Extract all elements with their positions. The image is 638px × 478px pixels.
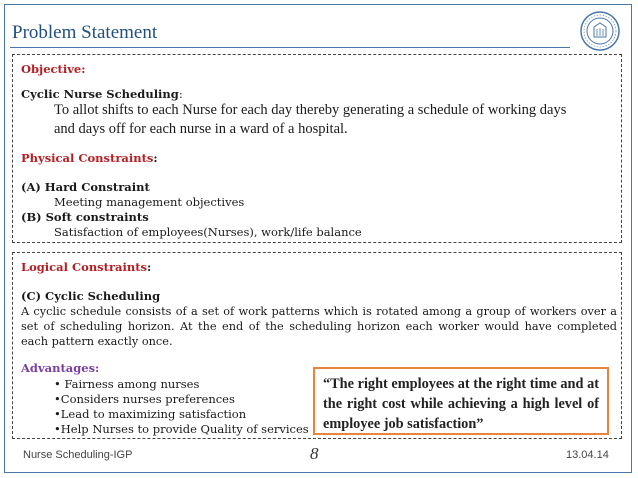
logical-constraints-colon: : xyxy=(147,260,152,274)
advantage-item-2: •Considers nurses preferences xyxy=(54,392,235,406)
hard-constraint-desc: Meeting management objectives xyxy=(54,195,245,209)
logical-constraints-label: Logical Constraints xyxy=(21,260,147,274)
quote-callout: “The right employees at the right time and at the right cost while achieving a high level of employee job satisfaction” xyxy=(313,367,609,435)
hard-constraint-label: (A) Hard Constraint xyxy=(21,180,150,194)
physical-constraints-label: Physical Constraints xyxy=(21,151,154,165)
soft-constraint-desc: Satisfaction of employees(Nurses), work/life balance xyxy=(54,225,362,239)
advantage-item-1: • Fairness among nurses xyxy=(54,377,200,391)
objective-item-colon: : xyxy=(178,87,183,101)
slide-title: Problem Statement xyxy=(12,22,158,43)
advantages-heading: Advantages: xyxy=(21,361,100,375)
objective-line-1: To allot shifts to each Nurse for each day thereby generating a schedule of working days xyxy=(54,102,567,118)
physical-constraints-colon: : xyxy=(153,151,158,165)
objective-heading: Objective: xyxy=(21,62,86,76)
cyclic-scheduling-label: (C) Cyclic Scheduling xyxy=(21,289,161,303)
title-divider xyxy=(10,47,570,48)
advantage-item-4: •Help Nurses to provide Quality of services xyxy=(54,422,309,436)
cyclic-scheduling-desc: A cyclic schedule consists of a set of work patterns which is rotated among a group of workers over a set of scheduling horizon. At the end of the scheduling horizon each worker would have completed each pattern exactly once. xyxy=(21,305,617,348)
advantage-item-3: •Lead to maximizing satisfaction xyxy=(54,407,247,421)
footer-title: Nurse Scheduling-IGP xyxy=(23,449,133,461)
page-number: 8 xyxy=(310,444,319,463)
footer-date: 13.04.14 xyxy=(566,449,609,461)
physical-constraints-heading xyxy=(21,151,158,165)
objective-item-title: Cyclic Nurse Scheduling xyxy=(21,87,179,101)
institute-seal-icon xyxy=(579,10,621,52)
objective-item xyxy=(21,87,183,101)
logical-constraints-heading xyxy=(21,260,151,274)
soft-constraint-label: (B) Soft constraints xyxy=(21,210,149,224)
objective-line-2: and days off for each nurse in a ward of a hospital. xyxy=(54,121,348,137)
